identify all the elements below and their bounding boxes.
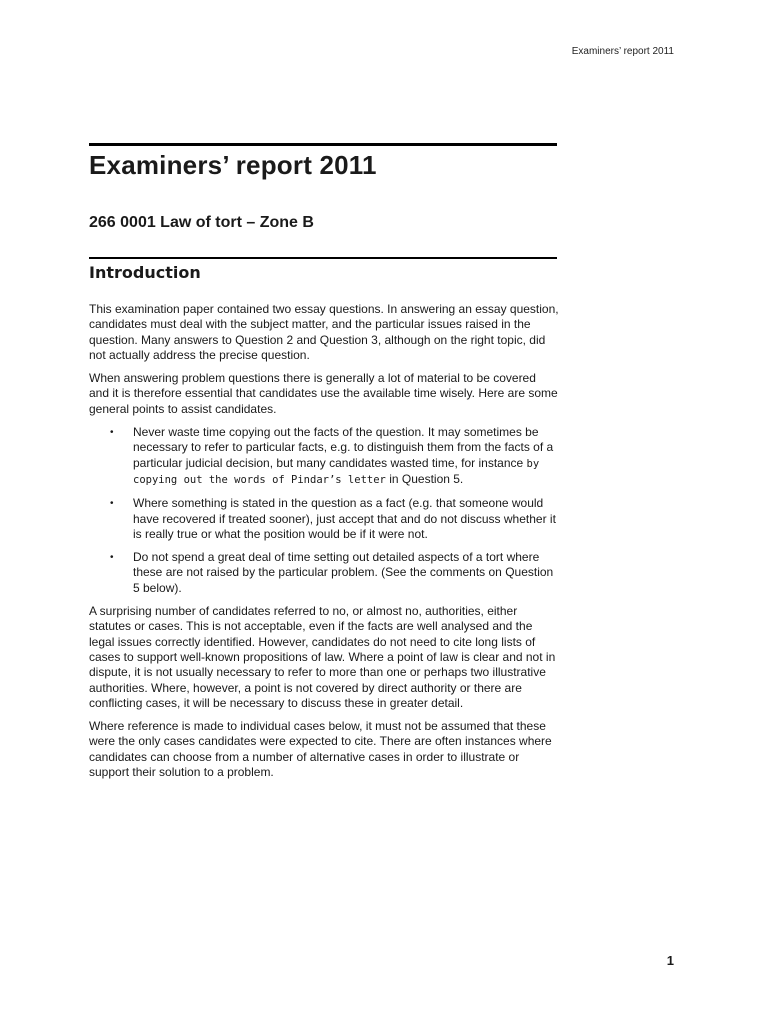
bullet-text-1-mono: by copying out the words of Pindar’s letter [133, 457, 540, 486]
bullet-icon: • [110, 498, 114, 510]
paragraph-2: When answering problem questions there is generally a lot of material to be covered and it is therefore essential that candidates use the available time wisely. Here are some general points to assist candidates. [89, 371, 558, 416]
section-heading-introduction: Introduction [89, 263, 201, 282]
bullet-icon: • [110, 427, 114, 439]
list-item [89, 550, 559, 596]
bullet-text-1b: in Question 5. [385, 471, 464, 486]
paragraph-1: This examination paper contained two essay questions. In answering an essay question, candidates must deal with the subject matter, and the particular issues raised in the question. Many answers to Question 2 and Question 3, although on the right topic, did not actually address the precise question. [89, 302, 559, 362]
bullet-text-2: Where something is stated in the question as a fact (e.g. that someone would have recovered if treated sooner), just accept that and do not discuss whether it is really true or what the position would be if it were not. [133, 496, 556, 541]
list-item [89, 496, 559, 542]
running-header: Examiners’ report 2011 [571, 46, 674, 57]
paragraph-3: A surprising number of candidates referred to no, or almost no, authorities, either statutes or cases. This is not acceptable, even if the facts are well analysed and the legal issues correctly identified. However, candidates do not need to cite long lists of cases to support well-known propositions of law. Where a point of law is clear and not in dispute, it is not usually necessary to refer to more than one or perhaps two illustrative authorities. Where, however, a point is not covered by direct authority or there are conflicting cases, it will be necessary to discuss these in greater detail. [89, 604, 556, 710]
title-top-rule [89, 143, 557, 146]
paragraph-4: Where reference is made to individual cases below, it must not be assumed that these were the only cases candidates were expected to cite. There are often instances where candidates can choose from a number of alternative cases in order to illustrate or support their solution to a problem. [89, 719, 552, 780]
bullet-text-3: Do not spend a great deal of time setting out detailed aspects of a tort where these are not raised by the particular problem. (See the comments on Question 5 below). [133, 550, 554, 595]
bullet-text-1a: Never waste time copying out the facts of the question. It may sometimes be necessary to refer to particular facts, e.g. to distinguish them from the facts of a particular judicial decision, but many candidates wasted time, for instance [133, 425, 554, 470]
section-divider [89, 257, 557, 259]
body-text [89, 302, 559, 788]
page-subtitle: 266 0001 Law of tort – Zone B [89, 214, 314, 231]
bullet-icon: • [110, 552, 114, 564]
page-title: Examiners’ report 2011 [89, 150, 377, 180]
page-number: 1 [666, 953, 674, 968]
list-item [89, 425, 559, 488]
advice-bullet-list [89, 425, 559, 596]
